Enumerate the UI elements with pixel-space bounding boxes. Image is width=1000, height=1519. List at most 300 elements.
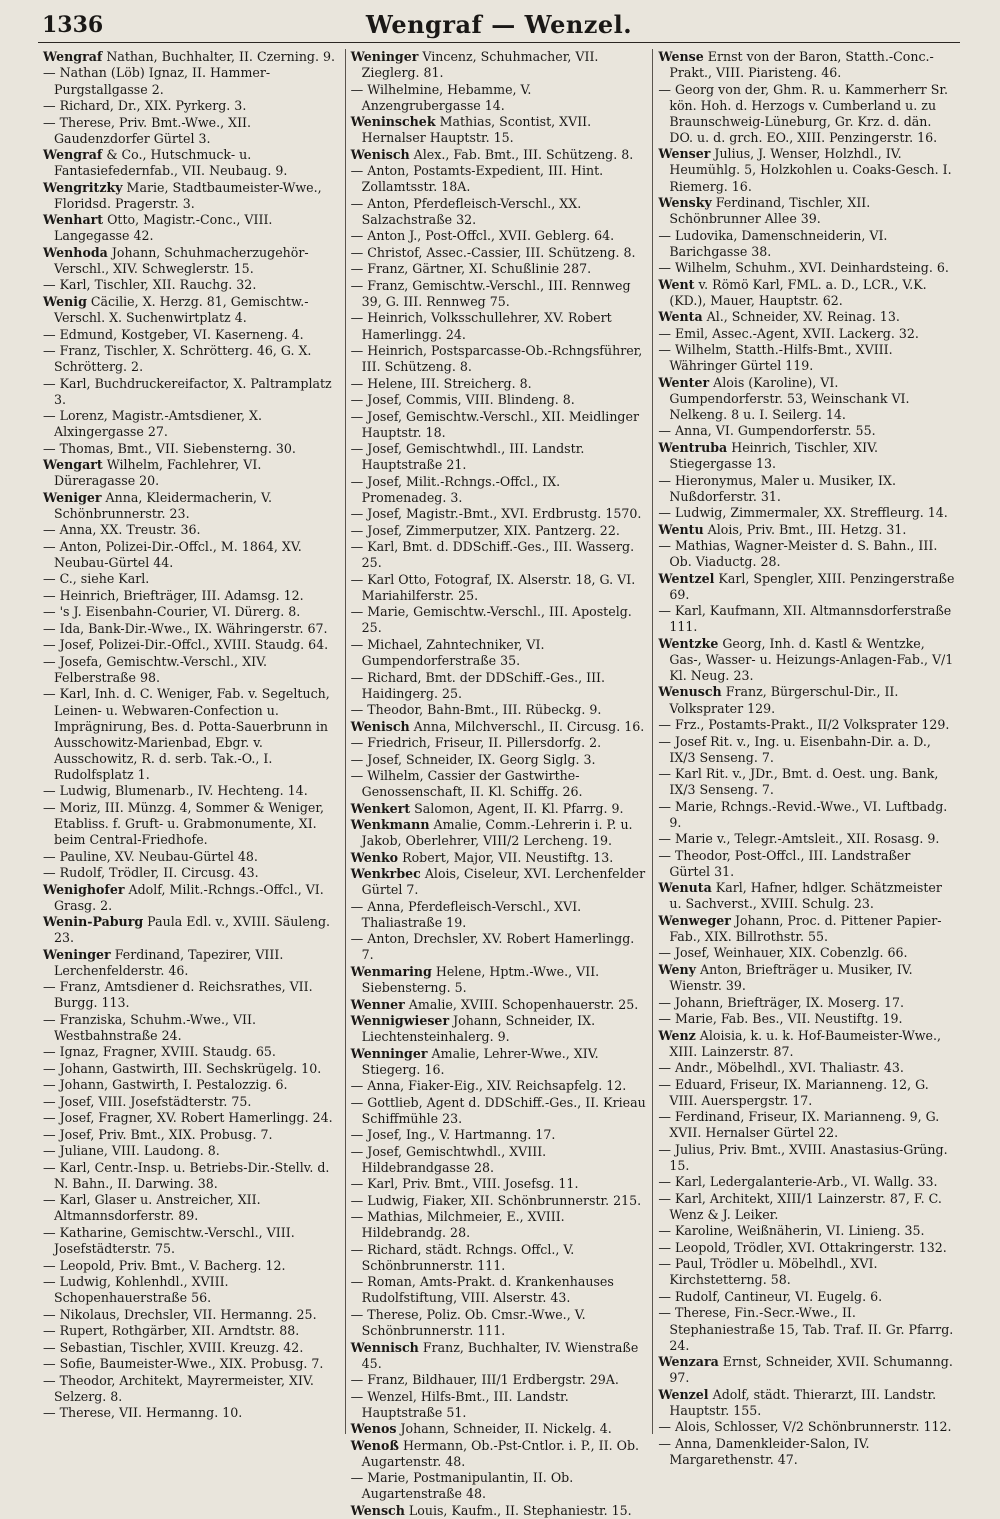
entry-text: Al., Schneider, XV. Reinag. 13. bbox=[706, 309, 900, 325]
directory-entry bbox=[658, 277, 955, 309]
entry-text: Alois (Karoline), VI. Gumpendorferstr. 53, Weinschank VI. Nelkeng. 8 u. I. Seilerg. 14. bbox=[669, 374, 910, 422]
directory-entry bbox=[351, 670, 648, 702]
entry-text: Ernst, Schneider, XVII. Schumanng. 97. bbox=[669, 1354, 953, 1386]
entry-text: — Josef, Polizei-Dir.-Offcl., XVIII. Staudg. 64. bbox=[43, 637, 329, 653]
entry-text: — Karl, Glaser u. Anstreicher, XII. Altmannsdorferstr. 89. bbox=[43, 1192, 261, 1224]
directory-entry bbox=[351, 1209, 648, 1241]
directory-entry bbox=[43, 783, 340, 799]
entry-text: — Theodor, Post-Offcl., III. Landstraßer Gürtel 31. bbox=[658, 847, 911, 879]
directory-entry bbox=[351, 866, 648, 898]
directory-entry bbox=[658, 766, 955, 798]
entry-text: Aloisia, k. u. k. Hof-Baumeister-Wwe., XIII. Lainzerstr. 87. bbox=[669, 1027, 942, 1059]
directory-entry bbox=[658, 440, 955, 472]
entry-text: Louis, Kaufm., II. Stephaniestr. 15. bbox=[408, 1502, 632, 1518]
directory-entry bbox=[43, 1143, 340, 1159]
entry-text: — Edmund, Kostgeber, VI. Kaserneng. 4. bbox=[43, 326, 304, 342]
entry-text: — Karoline, Weißnäherin, VI. Linieng. 35. bbox=[658, 1223, 925, 1239]
directory-entry bbox=[351, 1095, 648, 1127]
entry-text: Johann, Proc. d. Pittener Papier-Fab., XIX. Billrothstr. 55. bbox=[669, 912, 942, 944]
entry-surname: Wenoß bbox=[350, 1437, 399, 1453]
entry-text: Karl, Spengler, XIII. Penzingerstraße 69. bbox=[669, 570, 955, 602]
entry-text: Alois, Priv. Bmt., III. Hetzg. 31. bbox=[707, 521, 907, 537]
entry-text: — Josef, Schneider, IX. Georg Siglg. 3. bbox=[350, 751, 596, 767]
entry-text: — Josefa, Gemischtw.-Verschl., XIV. Felberstraße 98. bbox=[43, 653, 268, 685]
directory-entry bbox=[351, 899, 648, 931]
entry-text: — Josef, Gemischtw.-Verschl., XII. Meidlinger Hauptstr. 18. bbox=[350, 408, 639, 440]
entry-text: — Anton, Drechsler, XV. Robert Hamerlingg. 7. bbox=[350, 931, 635, 963]
entry-text: Franz, Bürgerschul-Dir., II. Volksprater 129. bbox=[669, 684, 899, 716]
entry-surname: Wenig bbox=[43, 293, 87, 309]
entry-text: — Rudolf, Cantineur, VI. Eugelg. 6. bbox=[658, 1288, 883, 1304]
entry-text: — Johann, Gastwirth, I. Pestalozzig. 6. bbox=[43, 1077, 288, 1093]
entry-surname: Wenisch bbox=[350, 718, 410, 734]
entry-surname: Wenhart bbox=[43, 212, 104, 228]
entry-text: — Wilhelm, Statth.-Hilfs-Bmt., XVIII. Währinger Gürtel 119. bbox=[658, 342, 893, 374]
directory-entry bbox=[351, 376, 648, 392]
entry-text: — Helene, III. Streicherg. 8. bbox=[350, 375, 532, 391]
entry-surname: Wentzel bbox=[658, 570, 715, 586]
entry-text: — Marie, Postmanipulantin, II. Ob. Augartenstraße 48. bbox=[350, 1470, 574, 1502]
entry-text: — C., siehe Karl. bbox=[43, 571, 150, 587]
directory-entry bbox=[351, 719, 648, 735]
columns bbox=[38, 49, 960, 1518]
directory-entry bbox=[658, 1240, 955, 1256]
entry-text: Amalie, XVIII. Schopenhauerstr. 25. bbox=[408, 996, 639, 1012]
directory-entry bbox=[658, 962, 955, 994]
entry-text: — Johann, Briefträger, IX. Moserg. 17. bbox=[658, 994, 905, 1010]
entry-text: — Leopold, Priv. Bmt., V. Bacherg. 12. bbox=[43, 1257, 286, 1273]
directory-entry bbox=[351, 801, 648, 817]
entry-text: — Franz, Gemischtw.-Verschl., III. Rennweg 39, G. III. Rennweg 75. bbox=[350, 277, 631, 309]
entry-surname: Wennigwieser bbox=[350, 1012, 450, 1028]
entry-text: — Moriz, III. Münzg. 4, Sommer & Weniger, Etabliss. f. Gruft- u. Grabmonumente, XI. beim Central-Friedhofe. bbox=[43, 799, 324, 848]
entry-text: — Eduard, Friseur, IX. Marianneng. 12, G. VIII. Auerspergstr. 17. bbox=[658, 1076, 929, 1108]
directory-entry bbox=[351, 702, 648, 718]
directory-entry bbox=[43, 98, 340, 114]
directory-entry bbox=[658, 473, 955, 505]
entry-text: — Ludwig, Fiaker, XII. Schönbrunnerstr. 215. bbox=[350, 1192, 642, 1208]
directory-entry bbox=[658, 146, 955, 194]
entry-text: — Theodor, Bahn-Bmt., III. Rübeckg. 9. bbox=[350, 702, 602, 718]
entry-surname: Wenz bbox=[658, 1027, 696, 1043]
directory-entry bbox=[351, 1307, 648, 1339]
entry-text: — Karl, Centr.-Insp. u. Betriebs-Dir.-Stellv. d. N. Bahn., II. Darwing. 38. bbox=[43, 1159, 330, 1191]
entry-text: Alex., Fab. Bmt., III. Schützeng. 8. bbox=[413, 146, 634, 162]
entry-text: — Ida, Bank-Dir.-Wwe., IX. Währingerstr. 67. bbox=[43, 620, 328, 636]
entry-text: — Marie, Rchngs.-Revid.-Wwe., VI. Luftbadg. 9. bbox=[658, 798, 948, 830]
directory-entry bbox=[351, 114, 648, 146]
directory-entry bbox=[43, 1192, 340, 1224]
entry-text: — Christof, Assec.-Cassier, III. Schützeng. 8. bbox=[350, 244, 636, 260]
entry-text: — Julius, Priv. Bmt., XVIII. Anastasius-Grüng. 15. bbox=[658, 1141, 948, 1173]
entry-text: — Karl, Buchdruckereifactor, X. Paltramplatz 3. bbox=[43, 375, 332, 407]
directory-entry bbox=[658, 945, 955, 961]
directory-entry bbox=[351, 441, 648, 473]
directory-entry bbox=[658, 1142, 955, 1174]
directory-entry bbox=[658, 228, 955, 260]
directory-entry bbox=[43, 571, 340, 587]
directory-entry bbox=[43, 1373, 340, 1405]
directory-entry bbox=[351, 343, 648, 375]
entry-surname: Wenhoda bbox=[43, 244, 108, 260]
entry-surname: Wenkert bbox=[350, 800, 411, 816]
entry-surname: Weninger bbox=[43, 946, 111, 962]
entry-text: — Ludovika, Damenschneiderin, VI. Barichgasse 38. bbox=[658, 227, 888, 259]
entry-text: — Mathias, Wagner-Meister d. S. Bahn., III. Ob. Viaductg. 28. bbox=[658, 538, 938, 570]
entry-surname: Wenmaring bbox=[350, 963, 432, 979]
directory-entry bbox=[351, 572, 648, 604]
directory-entry bbox=[43, 947, 340, 979]
entry-surname: Weny bbox=[658, 961, 696, 977]
entry-text: — Sebastian, Tischler, XVIII. Kreuzg. 42. bbox=[43, 1339, 304, 1355]
directory-entry bbox=[658, 1077, 955, 1109]
entry-text: — Anna, XX. Treustr. 36. bbox=[43, 522, 201, 538]
entry-text: Georg, Inh. d. Kastl & Wentzke, Gas-, Wasser- u. Heizungs-Anlagen-Fab., V/1 Kl. Neug. 23. bbox=[669, 635, 954, 683]
directory-entry bbox=[43, 1307, 340, 1323]
directory-entry bbox=[351, 49, 648, 81]
page-number: 1336 bbox=[42, 12, 104, 38]
entry-surname: Wenko bbox=[350, 849, 399, 865]
entry-surname: Wenser bbox=[658, 146, 711, 162]
directory-entry bbox=[351, 147, 648, 163]
directory-entry bbox=[658, 717, 955, 733]
entry-text: Anna, Kleidermacherin, V. Schönbrunnerstr. 23. bbox=[54, 489, 272, 521]
directory-entry bbox=[351, 604, 648, 636]
directory-entry bbox=[658, 505, 955, 521]
entry-text: — Emil, Assec.-Agent, XVII. Lackerg. 32. bbox=[658, 325, 919, 341]
directory-entry bbox=[43, 408, 340, 440]
directory-entry bbox=[43, 1356, 340, 1372]
directory-entry bbox=[658, 1174, 955, 1190]
entry-surname: Wenuta bbox=[658, 880, 712, 896]
directory-entry bbox=[43, 539, 340, 571]
directory-entry bbox=[351, 735, 648, 751]
directory-entry bbox=[351, 1127, 648, 1143]
entry-surname: Wenweger bbox=[658, 912, 731, 928]
entry-text: — Georg von der, Ghm. R. u. Kammerherr Sr. kön. Hoh. d. Herzogs v. Cumberland u. zu Braunschweig-Lüneburg, Gr. Krz. d. dän. DO. u. d. grch. EO., XIII. Penzingerstr. 16. bbox=[658, 81, 948, 145]
directory-entry bbox=[43, 1323, 340, 1339]
entry-surname: Wenusch bbox=[658, 684, 722, 700]
entry-surname: Weninschek bbox=[350, 114, 436, 130]
directory-entry bbox=[658, 1109, 955, 1141]
directory-entry bbox=[351, 964, 648, 996]
directory-entry bbox=[351, 817, 648, 849]
entry-text: — Josef, Commis, VIII. Blindeng. 8. bbox=[350, 392, 575, 408]
column-2 bbox=[346, 49, 654, 1518]
directory-entry bbox=[43, 441, 340, 457]
entry-surname: Wensky bbox=[658, 195, 712, 211]
entry-text: — Sofie, Baumeister-Wwe., XIX. Probusg. 7. bbox=[43, 1356, 324, 1372]
directory-entry bbox=[351, 1144, 648, 1176]
entry-text: Alois, Ciseleur, XVI. Lerchenfelder Gürtel 7. bbox=[361, 866, 646, 898]
entry-text: — Wilhelm, Schuhm., XVI. Deinhardsteing. 6. bbox=[658, 260, 949, 276]
entry-text: — Franz, Tischler, X. Schrötterg. 46, G. X. Schrötterg. 2. bbox=[43, 342, 312, 375]
entry-text: — Josef, Gemischtwhdl., III. Landstr. Hauptstraße 21. bbox=[350, 441, 585, 473]
entry-surname: Wense bbox=[658, 49, 704, 64]
entry-text: Ernst von der Baron, Statth.-Conc.-Prakt., VIII. Piaristeng. 46. bbox=[669, 49, 934, 81]
directory-entry bbox=[351, 310, 648, 342]
directory-entry bbox=[658, 1289, 955, 1305]
entry-text: — Karl, Architekt, XIII/1 Lainzerstr. 87, F. C. Wenz & J. Leiker. bbox=[658, 1190, 942, 1222]
directory-entry bbox=[43, 1258, 340, 1274]
directory-entry bbox=[43, 65, 340, 97]
entry-text: — Juliane, VIII. Laudong. 8. bbox=[43, 1143, 220, 1159]
directory-entry bbox=[351, 1078, 648, 1094]
entry-text: — Frz., Postamts-Prakt., II/2 Volksprater 129. bbox=[658, 717, 950, 733]
directory-entry bbox=[43, 1160, 340, 1192]
entry-text: Amalie, Lehrer-Wwe., XIV. Stiegerg. 16. bbox=[361, 1045, 599, 1077]
directory-entry bbox=[658, 1354, 955, 1386]
directory-entry bbox=[351, 850, 648, 866]
entry-text: — Heinrich, Volksschullehrer, XV. Robert Hamerlingg. 24. bbox=[350, 310, 612, 342]
entry-text: — Josef, Weinhauer, XIX. Cobenzlg. 66. bbox=[658, 945, 908, 961]
entry-text: Nathan, Buchhalter, II. Czerning. 9. bbox=[106, 49, 336, 64]
directory-entry bbox=[43, 277, 340, 293]
directory-entry bbox=[351, 506, 648, 522]
directory-entry bbox=[43, 294, 340, 326]
directory-entry bbox=[658, 1305, 955, 1353]
directory-entry bbox=[43, 327, 340, 343]
directory-entry bbox=[658, 603, 955, 635]
directory-entry bbox=[43, 1077, 340, 1093]
entry-surname: Wenighofer bbox=[43, 881, 125, 897]
entry-text: Adolf, Milit.-Rchngs.-Offcl., VI. Grasg. 2. bbox=[54, 881, 324, 913]
entry-text: — Josef, Milit.-Rchngs.-Offcl., IX. Promenadeg. 3. bbox=[350, 473, 561, 505]
directory-entry bbox=[351, 1438, 648, 1470]
entry-text: — Josef, Magistr.-Bmt., XVI. Erdbrustg. 1570. bbox=[350, 506, 642, 522]
directory-entry bbox=[658, 342, 955, 374]
directory-entry bbox=[351, 539, 648, 571]
directory-entry bbox=[43, 1127, 340, 1143]
entry-text: — Anton J., Post-Offcl., XVII. Geblerg. 64. bbox=[350, 228, 615, 244]
entry-text: — Rupert, Rothgärber, XII. Arndtstr. 88. bbox=[43, 1323, 300, 1339]
directory-entry bbox=[658, 1256, 955, 1288]
entry-text: Johann, Schneider, IX. Liechtensteinhalerg. 9. bbox=[361, 1012, 596, 1045]
entry-text: — Anton, Postamts-Expedient, III. Hint. Zollamtsstr. 18A. bbox=[350, 163, 604, 195]
entry-text: Heinrich, Tischler, XIV. Stiegergasse 13. bbox=[669, 439, 879, 472]
directory-entry bbox=[351, 1421, 648, 1437]
directory-entry bbox=[351, 1389, 648, 1421]
entry-surname: Weninger bbox=[350, 49, 419, 64]
directory-entry bbox=[43, 1061, 340, 1077]
entry-text: — Franz, Gärtner, XI. Schußlinie 287. bbox=[350, 261, 592, 277]
directory-entry bbox=[43, 654, 340, 686]
entry-text: — Marie v., Telegr.-Amtsleit., XII. Rosasg. 9. bbox=[658, 831, 940, 847]
directory-entry bbox=[351, 1242, 648, 1274]
entry-text: Vincenz, Schuhmacher, VII. Zieglerg. 81. bbox=[361, 49, 599, 81]
entry-text: Helene, Hptm.-Wwe., VII. Siebensterng. 5. bbox=[361, 963, 600, 996]
entry-text: & Co., Hutschmuck- u. Fantasiefedernfab., VII. Neubaug. 9. bbox=[54, 147, 288, 179]
entry-text: — Nathan (Löb) Ignaz, II. Hammer-Purgstallgasse 2. bbox=[43, 65, 271, 97]
entry-text: — Richard, städt. Rchngs. Offcl., V. Schönbrunnerstr. 111. bbox=[350, 1241, 575, 1273]
directory-entry bbox=[658, 49, 955, 81]
entry-text: — Ignaz, Fragner, XVIII. Staudg. 65. bbox=[43, 1044, 276, 1060]
entry-text: — Karl, Ledergalanterie-Arb., VI. Wallg. 33. bbox=[658, 1174, 938, 1190]
entry-text: Robert, Major, VII. Neustiftg. 13. bbox=[402, 849, 614, 865]
entry-text: — Marie, Gemischtw.-Verschl., III. Apostelg. 25. bbox=[350, 604, 632, 636]
entry-text: — Thomas, Bmt., VII. Siebensterng. 30. bbox=[43, 440, 296, 456]
entry-text: — Franz, Bildhauer, III/1 Erdbergstr. 29A. bbox=[350, 1372, 619, 1388]
entry-surname: Wenzel bbox=[658, 1386, 709, 1402]
entry-text: — Karl, Inh. d. C. Weniger, Fab. v. Segeltuch, Leinen- u. Webwaren-Confection u. Imprägnirung, Bes. d. Potta-Sauerbrunn in Ausschowitz-Marienbad, Ebgr. v. Ausschowitz, R. d. serb. Tak.-O., I. Rudolfsplatz 1. bbox=[43, 686, 330, 782]
entry-text: — Josef, Priv. Bmt., XIX. Probusg. 7. bbox=[43, 1126, 273, 1142]
entry-surname: Wensch bbox=[350, 1502, 405, 1518]
entry-text: — Ludwig, Kohlenhdl., XVIII. Schopenhauerstraße 56. bbox=[43, 1274, 229, 1306]
page-header bbox=[38, 8, 960, 43]
entry-text: Hermann, Ob.-Pst-Cntlor. i. P., II. Ob. Augartenstr. 48. bbox=[361, 1437, 640, 1469]
entry-text: Johann, Schneider, II. Nickelg. 4. bbox=[400, 1421, 612, 1437]
entry-surname: Wenzara bbox=[658, 1354, 719, 1370]
column-3 bbox=[653, 49, 960, 1467]
entry-text: — Andr., Möbelhdl., XVI. Thaliastr. 43. bbox=[658, 1060, 904, 1076]
directory-entry bbox=[351, 768, 648, 800]
directory-entry bbox=[351, 1470, 648, 1502]
entry-surname: Wenin-Paburg bbox=[43, 914, 144, 930]
directory-entry bbox=[351, 1340, 648, 1372]
entry-text: — Hieronymus, Maler u. Musiker, IX. Nußdorferstr. 31. bbox=[658, 472, 896, 504]
entry-text: — Karl, Kaufmann, XII. Altmannsdorferstraße 111. bbox=[658, 603, 952, 635]
directory-entry bbox=[351, 278, 648, 310]
entry-text: v. Römö Karl, FML. a. D., LCR., V.K. (KD.), Mauer, Hauptstr. 62. bbox=[669, 276, 927, 308]
entry-text: Salomon, Agent, II. Kl. Pfarrg. 9. bbox=[414, 800, 624, 816]
entry-text: — Theodor, Architekt, Mayrermeister, XIV. Selzerg. 8. bbox=[43, 1372, 314, 1404]
directory-entry bbox=[351, 1013, 648, 1045]
directory-entry bbox=[658, 1223, 955, 1239]
directory-entry bbox=[658, 831, 955, 847]
entry-text: — Karl, Tischler, XII. Rauchg. 32. bbox=[43, 277, 257, 293]
directory-entry bbox=[658, 1387, 955, 1419]
entry-text: — Paul, Trödler u. Möbelhdl., XVI. Kirchstetterng. 58. bbox=[658, 1256, 878, 1288]
entry-text: — Anna, VI. Gumpendorferstr. 55. bbox=[658, 423, 876, 439]
directory-entry bbox=[43, 49, 340, 65]
entry-text: Mathias, Scontist, XVII. Hernalser Hauptstr. 15. bbox=[361, 114, 592, 146]
entry-surname: Wentu bbox=[658, 521, 704, 537]
entry-text: Adolf, städt. Thierarzt, III. Landstr. Hauptstr. 155. bbox=[669, 1386, 937, 1418]
directory-entry bbox=[43, 1405, 340, 1421]
entry-text: Franz, Buchhalter, IV. Wienstraße 45. bbox=[361, 1339, 639, 1371]
directory-entry bbox=[43, 245, 340, 277]
entry-surname: Wengraf bbox=[43, 49, 103, 64]
entry-text: Cäcilie, X. Herzg. 81, Gemischtw.-Verschl. X. Suchenwirtplatz 4. bbox=[54, 293, 309, 326]
directory-entry bbox=[351, 1274, 648, 1306]
entry-text: Amalie, Comm.-Lehrerin i. P. u. Jakob, Oberlehrer, VIII/2 Lercheng. 19. bbox=[361, 817, 633, 849]
entry-text: — Franz, Amtsdiener d. Reichsrathes, VII. Burgg. 113. bbox=[43, 979, 313, 1011]
entry-text: — Heinrich, Postsparcasse-Ob.-Rchngsführer, III. Schützeng. 8. bbox=[350, 342, 643, 375]
directory-entry bbox=[43, 1225, 340, 1257]
directory-entry bbox=[351, 752, 648, 768]
entry-surname: Wenter bbox=[658, 374, 710, 390]
entry-text: Ferdinand, Tapezirer, VIII. Lerchenfelderstr. 46. bbox=[54, 946, 284, 978]
entry-text: — Wilhelmine, Hebamme, V. Anzengrubergasse 14. bbox=[350, 81, 532, 113]
directory-entry bbox=[658, 538, 955, 570]
directory-entry bbox=[351, 1372, 648, 1388]
entry-surname: Wengraf bbox=[43, 147, 103, 163]
entry-surname: Wennisch bbox=[350, 1339, 419, 1355]
running-head: Wengraf — Wenzel. bbox=[365, 10, 633, 39]
directory-entry bbox=[43, 979, 340, 1011]
directory-entry bbox=[658, 734, 955, 766]
entry-text: — Gottlieb, Agent d. DDSchiff.-Ges., II. Krieau Schiffmühle 23. bbox=[350, 1094, 646, 1126]
entry-text: — Pauline, XV. Neubau-Gürtel 48. bbox=[43, 848, 258, 864]
entry-text: — Josef Rit. v., Ing. u. Eisenbahn-Dir. a. D., IX/3 Senseng. 7. bbox=[658, 733, 931, 765]
entry-text: — Anna, Fiaker-Eig., XIV. Reichsapfelg. 12. bbox=[350, 1078, 627, 1094]
directory-entry bbox=[351, 409, 648, 441]
entry-text: — Katharine, Gemischtw.-Verschl., VIII. Josefstädterstr. 75. bbox=[43, 1224, 295, 1257]
entry-text: Wilhelm, Fachlehrer, VI. Düreragasse 20. bbox=[54, 457, 262, 489]
entry-text: Otto, Magistr.-Conc., VIII. Langegasse 42. bbox=[54, 212, 273, 244]
directory-entry bbox=[351, 637, 648, 669]
directory-entry bbox=[351, 523, 648, 539]
directory-entry bbox=[43, 1110, 340, 1126]
directory-entry bbox=[351, 1176, 648, 1192]
directory-entry bbox=[658, 522, 955, 538]
entry-text: — Lorenz, Magistr.-Amtsdiener, X. Alxingergasse 27. bbox=[43, 408, 262, 440]
entry-text: Karl, Hafner, hdlger. Schätzmeister u. Sachverst., XVIII. Schulg. 23. bbox=[669, 880, 942, 912]
directory-entry bbox=[658, 636, 955, 684]
directory-entry bbox=[351, 1503, 648, 1519]
directory-entry bbox=[658, 799, 955, 831]
directory-entry bbox=[43, 522, 340, 538]
entry-text: Julius, J. Wenser, Holzhdl., IV. Heumühlg. 5, Holzkohlen u. Coaks-Gesch. I. Riemerg. 16. bbox=[669, 146, 952, 194]
entry-text: Johann, Schuhmacherzugehör-Verschl., XIV. Schweglerstr. 15. bbox=[54, 244, 309, 276]
entry-text: Paula Edl. v., XVIII. Säuleng. 23. bbox=[54, 914, 331, 946]
entry-text: — Heinrich, Briefträger, III. Adamsg. 12. bbox=[43, 587, 304, 603]
directory-entry bbox=[43, 800, 340, 848]
entry-text: — Nikolaus, Drechsler, VII. Hermanng. 25. bbox=[43, 1306, 317, 1322]
entry-text: — Michael, Zahntechniker, VI. Gumpendorferstraße 35. bbox=[350, 636, 545, 669]
directory-entry bbox=[43, 1274, 340, 1306]
entry-text: — Franziska, Schuhm.-Wwe., VII. Westbahnstraße 24. bbox=[43, 1011, 257, 1043]
entry-surname: Wenner bbox=[350, 996, 405, 1012]
entry-text: — 's J. Eisenbahn-Courier, VI. Dürerg. 8. bbox=[43, 604, 301, 620]
directory-entry bbox=[658, 880, 955, 912]
directory-entry bbox=[658, 375, 955, 423]
entry-surname: Wentruba bbox=[658, 439, 728, 455]
directory-entry bbox=[658, 423, 955, 439]
directory-entry bbox=[658, 82, 955, 146]
entry-text: — Wenzel, Hilfs-Bmt., III. Landstr. Hauptstraße 51. bbox=[350, 1388, 569, 1420]
directory-entry bbox=[43, 1094, 340, 1110]
directory-entry bbox=[351, 196, 648, 228]
directory-entry bbox=[658, 1028, 955, 1060]
entry-text: — Josef, Fragner, XV. Robert Hamerlingg. 24. bbox=[43, 1110, 333, 1126]
directory-entry bbox=[351, 261, 648, 277]
entry-text: — Anna, Pferdefleisch-Verschl., XVI. Thaliastraße 19. bbox=[350, 898, 582, 930]
entry-text: — Karl Rit. v., JDr., Bmt. d. Oest. ung. Bank, IX/3 Senseng. 7. bbox=[658, 766, 939, 798]
entry-text: — Karl Otto, Fotograf, IX. Alserstr. 18, G. VI. Mariahilferstr. 25. bbox=[350, 571, 636, 603]
directory-entry bbox=[43, 604, 340, 620]
entry-surname: Wenta bbox=[658, 309, 703, 325]
directory-entry bbox=[43, 588, 340, 604]
entry-text: — Karl, Priv. Bmt., VIII. Josefsg. 11. bbox=[350, 1176, 579, 1192]
entry-surname: Wentzke bbox=[658, 635, 719, 651]
entry-surname: Wenninger bbox=[350, 1045, 428, 1061]
entry-text: — Richard, Bmt. der DDSchiff.-Ges., III. Haidingerg. 25. bbox=[350, 669, 606, 701]
entry-surname: Wenkmann bbox=[350, 817, 430, 833]
entry-surname: Went bbox=[658, 276, 695, 292]
directory-entry bbox=[658, 913, 955, 945]
entry-text: — Anton, Pferdefleisch-Verschl., XX. Salzachstraße 32. bbox=[350, 195, 582, 227]
directory-entry bbox=[658, 260, 955, 276]
directory-entry bbox=[43, 457, 340, 489]
directory-entry bbox=[43, 882, 340, 914]
entry-surname: Wengritzky bbox=[43, 179, 123, 195]
directory-entry bbox=[658, 326, 955, 342]
entry-text: Ferdinand, Tischler, XII. Schönbrunner Allee 39. bbox=[669, 195, 871, 227]
directory-entry bbox=[658, 684, 955, 716]
directory-entry bbox=[351, 245, 648, 261]
directory-entry bbox=[351, 997, 648, 1013]
